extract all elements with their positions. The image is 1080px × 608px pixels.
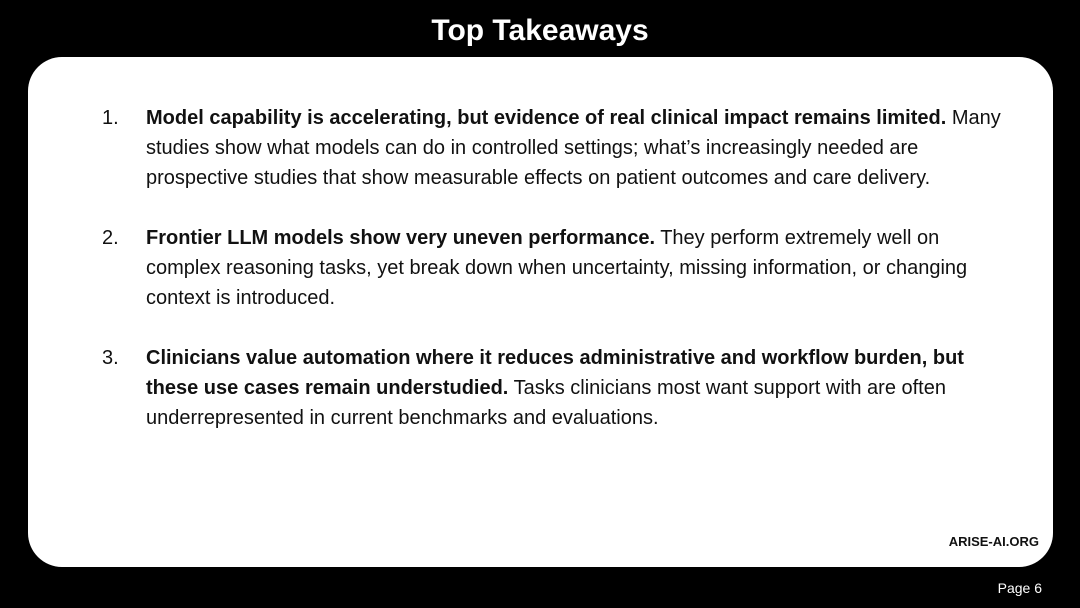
content-card	[28, 57, 1053, 567]
takeaway-body	[146, 223, 1010, 313]
takeaway-text: They perform extremely well on complex reasoning tasks, yet break down when uncertainty, missing information, or changing context is introduced.	[146, 227, 968, 309]
takeaway-number: 3.	[102, 347, 119, 369]
slide-title: Top Takeaways	[431, 14, 649, 47]
takeaway-text: Tasks clinicians most want support with are often underrepresented in current benchmarks and evaluations.	[146, 377, 946, 429]
takeaway-text: Many studies show what models can do in controlled settings; what’s increasingly needed are prospective studies that show measurable effects on patient outcomes and care delivery.	[146, 107, 1001, 189]
takeaway-item	[28, 343, 964, 433]
takeaway-number: 2.	[102, 227, 119, 249]
takeaway-body	[146, 343, 1010, 433]
takeaway-body	[146, 103, 1010, 193]
takeaway-number: 1.	[102, 107, 119, 129]
page-number: Page 6	[997, 580, 1042, 596]
takeaway-headline: Clinicians value automation where it reduces administrative and workflow burden, but these use cases remain understudied.	[146, 347, 964, 399]
takeaway-item	[28, 103, 1001, 193]
takeaway-headline: Frontier LLM models show very uneven performance.	[146, 227, 656, 249]
takeaway-headline: Model capability is accelerating, but evidence of real clinical impact remains limited.	[146, 107, 947, 129]
takeaways-list	[28, 103, 1001, 463]
takeaway-item	[28, 223, 968, 313]
brand-label: ARISE-AI.ORG	[948, 534, 1039, 549]
